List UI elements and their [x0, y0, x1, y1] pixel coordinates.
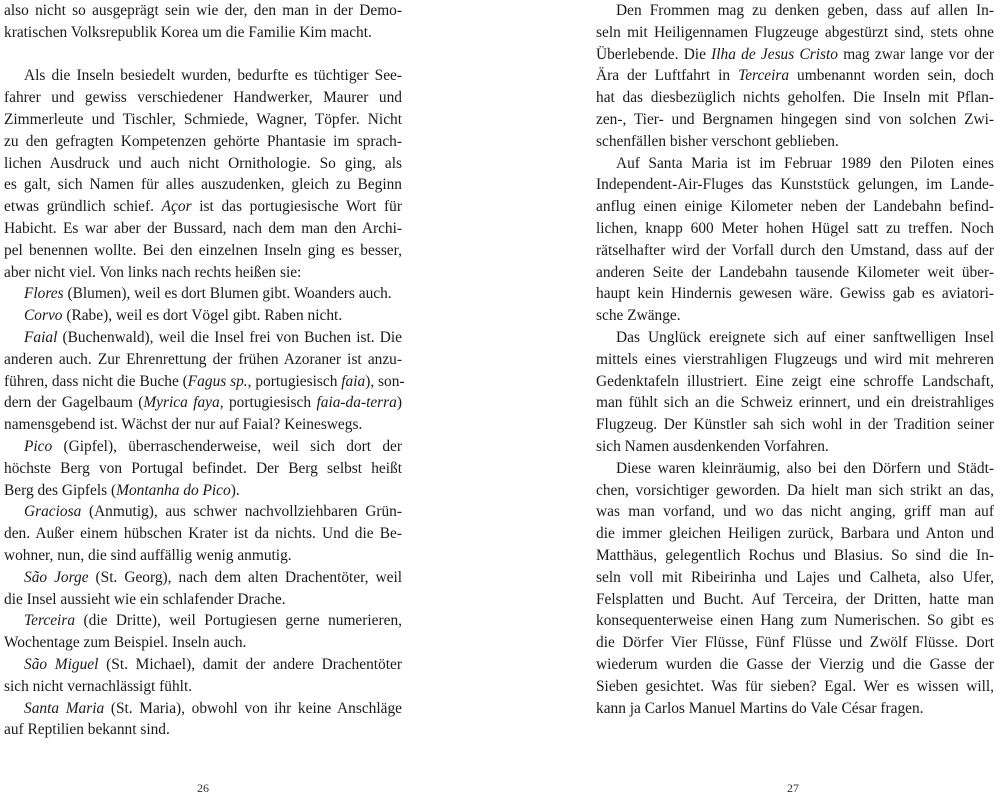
- text-line: Den Frommen mag zu denken geben, dass auf allen In-: [616, 2, 994, 19]
- text-line: pel benennen wollte. Bei den einzelnen Inseln ging es besser,: [4, 241, 402, 259]
- text-line: aber nicht viel. Von links nach rechts heißen sie:: [4, 263, 302, 281]
- text-line: die Dörfer Vier Flüsse, Fünf Flüsse und Zwölf Flüsse. Dort: [596, 634, 994, 652]
- left-page: [4, 0, 405, 741]
- text-line: Als die Inseln besiedelt wurden, bedurfte es tüchtiger See-: [24, 67, 402, 85]
- text-line: Gedenktafeln illustriert. Eine zeigt eine schroffe Landschaft,: [596, 372, 994, 390]
- text-line: Diese waren kleinräumig, also bei den Dörfern und Städt-: [616, 459, 994, 477]
- right-page: [596, 0, 994, 719]
- text-line: führen, dass nicht die Buche (Fagus sp., portugiesisch faia), son-: [4, 372, 405, 390]
- text-line: lichen Ausdruck und auch nicht Ornithologie. So ging, als: [4, 154, 402, 172]
- left-page-body: [4, 0, 405, 741]
- text-line: man fühlt sich an die Schweiz erinnert, und ein dreistrahliges: [596, 394, 994, 412]
- text-line: schenfällen bisher verschont geblieben.: [596, 132, 839, 150]
- text-line: zu den gefragten Kompetenzen gehörte Phantasie im sprach-: [4, 132, 402, 150]
- text-line: Berg des Gipfels (Montanha do Pico).: [4, 481, 240, 499]
- text-line: es galt, sich Namen für alles auszudenken, gleich zu Beginn: [4, 176, 402, 194]
- text-line: Ära der Luftfahrt in Terceira umbenannt worden sein, doch: [596, 67, 994, 85]
- text-line: wohner, nun, die sind auffällig wenig anmutig.: [4, 546, 292, 564]
- text-line: anderen Seite der Landebahn tausende Kilometer weit über-: [596, 263, 994, 281]
- text-line: Terceira (die Dritte), weil Portugiesen gerne numerieren,: [24, 612, 402, 630]
- text-line: also nicht so ausgeprägt sein wie der, den man in der Demo-: [4, 2, 402, 19]
- page-number-left: 26: [197, 781, 209, 795]
- text-line: auf Reptilien bekannt sind.: [4, 721, 170, 739]
- text-line: Flugzeug. Der Künstler sah sich wohl in der Tradition seiner: [596, 416, 994, 434]
- text-line: Zimmerleute und Tischler, Schmiede, Wagner, Töpfer. Nicht: [4, 110, 402, 128]
- text-line: Independent-Air-Fluges das Kunststück gelungen, im Lande-: [596, 176, 994, 194]
- text-line: anflug einen einige Kilometer neben der Landebahn befind-: [596, 198, 994, 216]
- text-line: Auf Santa Maria ist im Februar 1989 den Piloten eines: [616, 154, 994, 172]
- text-line: Pico (Gipfel), überraschenderweise, weil sich dort der: [24, 437, 402, 455]
- text-line: Corvo (Rabe), weil es dort Vögel gibt. Raben nicht.: [24, 307, 343, 325]
- text-line: Santa Maria (St. Maria), obwohl von ihr keine Anschläge: [24, 699, 402, 717]
- text-line: Flores (Blumen), weil es dort Blumen gibt. Woanders auch.: [24, 285, 392, 303]
- right-page-body: [596, 0, 994, 719]
- text-line: Überlebende. Die Ilha de Jesus Cristo mag zwar lange vor der: [596, 45, 994, 63]
- text-line: rätselhafter wird der Vorfall durch den Umstand, dass auf der: [596, 241, 994, 259]
- text-line: seln mit Heiligennamen Flugzeuge abgestürzt sind, stets ohne: [596, 23, 994, 41]
- text-line: die Insel aussieht wie ein schlafender Drache.: [4, 590, 286, 608]
- text-line: den. Außer einem hübschen Krater ist da nichts. Und die Be-: [4, 525, 402, 543]
- text-line: anderen auch. Zur Ehrenrettung der frühen Azoraner ist anzu-: [4, 350, 402, 368]
- text-line: hat das diesbezüglich nichts geholfen. Die Inseln mit Pflan-: [596, 89, 994, 107]
- text-line: konsequenterweise einen Hang zum Numerischen. So gibt es: [596, 612, 994, 630]
- text-line: Matthäus, gelegentlich Rochus und Blasius. So sind die In-: [596, 546, 994, 564]
- text-line: dern der Gagelbaum (Myrica faya, portugiesisch faia-da-terra): [4, 394, 402, 412]
- text-line: sich nicht vernachlässigt fühlt.: [4, 677, 193, 695]
- text-line: sich Namen ausdenkenden Vorfahren.: [596, 437, 829, 455]
- text-line: chen, vorsichtiger geworden. Da hielt man sich strikt an das,: [596, 481, 994, 499]
- text-line: die immer gleichen Heiligen zurück, Barbara und Anton und: [596, 525, 994, 543]
- text-line: namensgebend ist. Wächst der nur auf Faial? Keineswegs.: [4, 416, 363, 434]
- text-line: lichen, knapp 600 Meter hohen Hügel satt zu treffen. Noch: [596, 219, 994, 237]
- text-line: São Miguel (St. Michael), damit der andere Drachentöter: [24, 655, 402, 673]
- text-line: haupt kein Hindernis gewesen wäre. Gewiss gab es aviatori-: [596, 285, 994, 303]
- text-line: wiederum wurden die Gasse der Vierzig und die Gasse der: [596, 655, 994, 673]
- page-number-right: 27: [787, 781, 799, 795]
- text-line: Habicht. Es war aber der Bussard, nach dem man den Archi-: [4, 219, 402, 237]
- text-line: höchste Berg von Portugal befindet. Der Berg selbst heißt: [4, 459, 402, 477]
- text-line: was man vorfand, und wo das nicht anging, griff man auf: [596, 503, 994, 521]
- text-line: Faial (Buchenwald), weil die Insel frei von Buchen ist. Die: [24, 328, 402, 346]
- text-line: kann ja Carlos Manuel Martins do Vale César fragen.: [596, 699, 924, 717]
- text-line: Sieben gesichtet. Was für sieben? Egal. Wer es wissen will,: [596, 677, 994, 695]
- text-line: etwas gründlich schief. Açor ist das portugiesische Wort für: [4, 198, 402, 216]
- text-line: kratischen Volksrepublik Korea um die Familie Kim macht.: [4, 23, 372, 41]
- text-line: mittels eines vierstrahligen Flugzeugs und wird mit mehreren: [596, 350, 994, 368]
- text-line: fahrer und gewiss verschiedener Handwerker, Maurer und: [4, 89, 402, 107]
- text-line: Felsplatten und Bucht. Auf Terceira, der Dritten, hatte man: [596, 590, 994, 608]
- text-line: sche Zwänge.: [596, 307, 681, 325]
- paragraph-gap: [4, 44, 402, 66]
- text-line: Graciosa (Anmutig), aus schwer nachvollziehbaren Grün-: [24, 503, 402, 521]
- text-line: seln voll mit Ribeirinha und Lajes und Calheta, also Ufer,: [596, 568, 994, 586]
- text-line: Das Unglück ereignete sich auf einer sanftwelligen Insel: [616, 328, 994, 346]
- text-line: zen-, Tier- und Bergnamen hingegen sind von solchen Zwi-: [596, 110, 994, 128]
- text-line: Wochentage zum Beispiel. Inseln auch.: [4, 634, 247, 652]
- text-line: São Jorge (St. Georg), nach dem alten Drachentöter, weil: [24, 568, 403, 586]
